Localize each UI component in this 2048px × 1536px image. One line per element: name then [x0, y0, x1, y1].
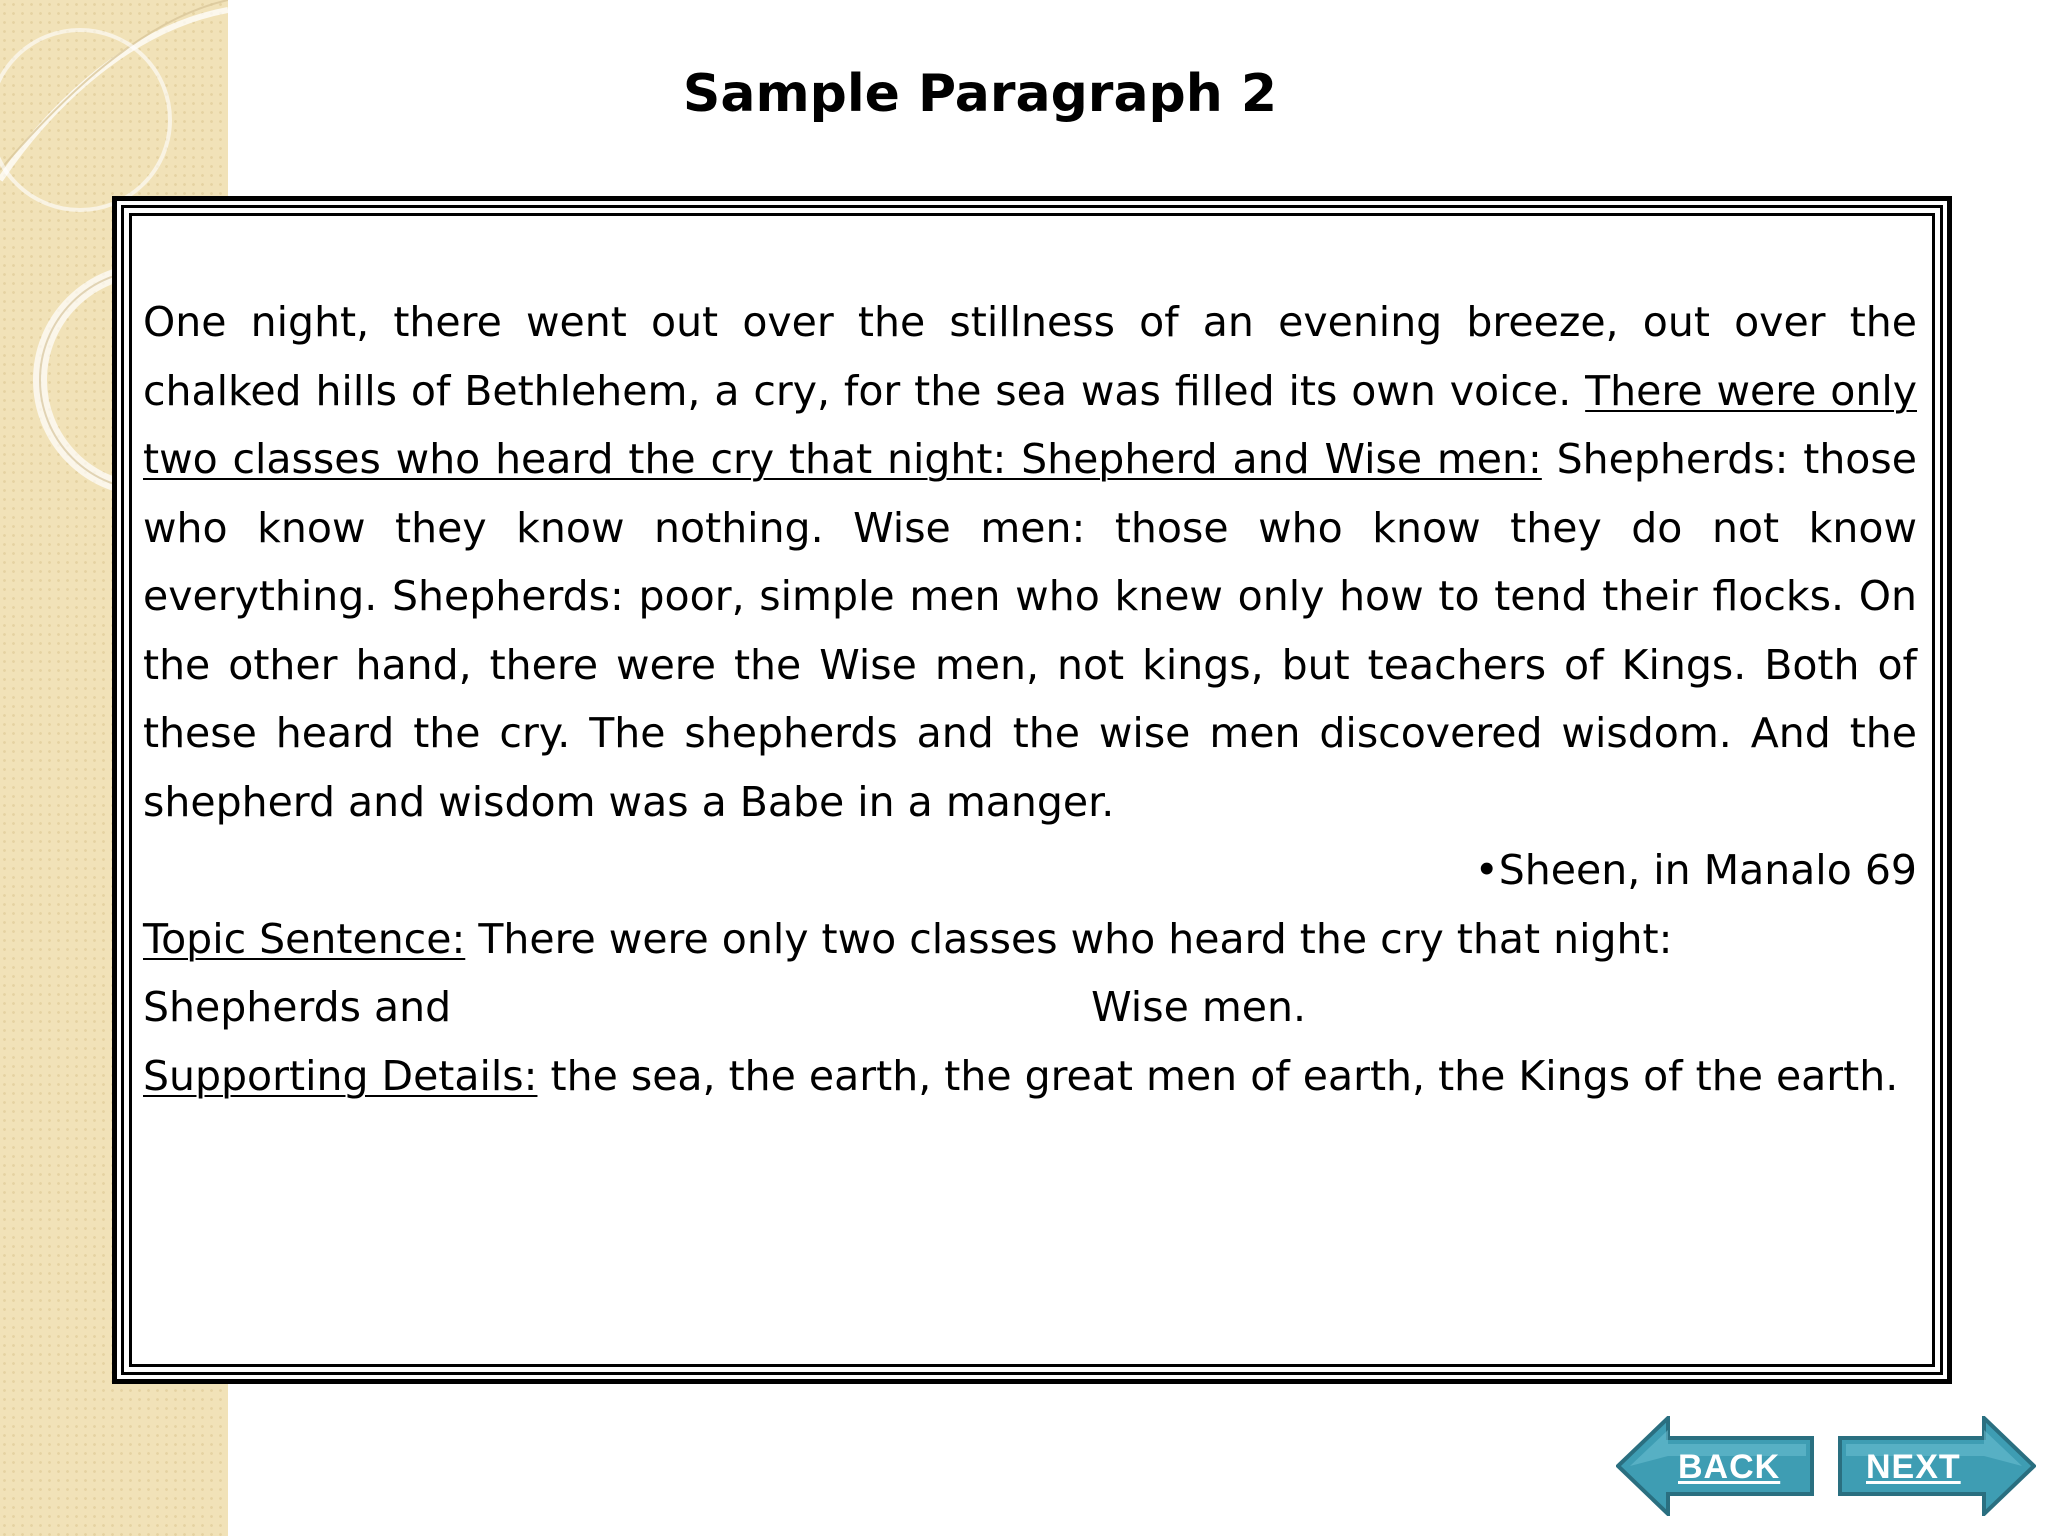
- passage-content: [143, 288, 1917, 1110]
- topic-sentence-line: [143, 905, 1917, 974]
- supporting-details-line: [143, 1042, 1917, 1111]
- passage-topic-sentence: There were only two classes who heard the cry that night: Shepherd and Wise men:: [143, 366, 1917, 483]
- topic-sentence-text: There were only two classes who heard the cry that night:: [478, 914, 1673, 963]
- page-title: Sample Paragraph 2: [682, 64, 1278, 124]
- topic-sentence-left: Shepherds and: [143, 983, 452, 1031]
- supporting-details-text: the sea, the earth, the great men of earth, the Kings of the earth.: [550, 1051, 1899, 1100]
- passage-body: Shepherds: those who know they know nothing. Wise men: those who know they do not know everything. Shepherds: poor, simple men who knew only how to tend their flocks. On the other hand, there were the Wise men, not kings, but teachers of Kings. Both of these heard the cry. The shepherds and the wise men discovered wisdom. And the shepherd and wisdom was a Babe in a manger.: [143, 435, 1917, 826]
- back-button[interactable]: [1616, 1416, 1816, 1516]
- topic-sentence-label: Topic Sentence:: [143, 914, 466, 963]
- topic-sentence-line-2: [143, 973, 1917, 1042]
- back-label[interactable]: BACK: [1678, 1448, 1781, 1486]
- next-label[interactable]: NEXT: [1866, 1448, 1961, 1486]
- topic-sentence-right: Wise men.: [1091, 983, 1307, 1031]
- supporting-details-label: Supporting Details:: [143, 1051, 538, 1100]
- next-button[interactable]: [1836, 1416, 2036, 1516]
- citation: •Sheen, in Manalo 69: [1474, 846, 1917, 894]
- sample-paragraph: [143, 288, 1917, 836]
- passage-sentence-1: One night, there went out over the stillness of an evening breeze, out over the chalked hills of Bethlehem, a cry, for the sea was filled its own voice.: [143, 298, 1917, 415]
